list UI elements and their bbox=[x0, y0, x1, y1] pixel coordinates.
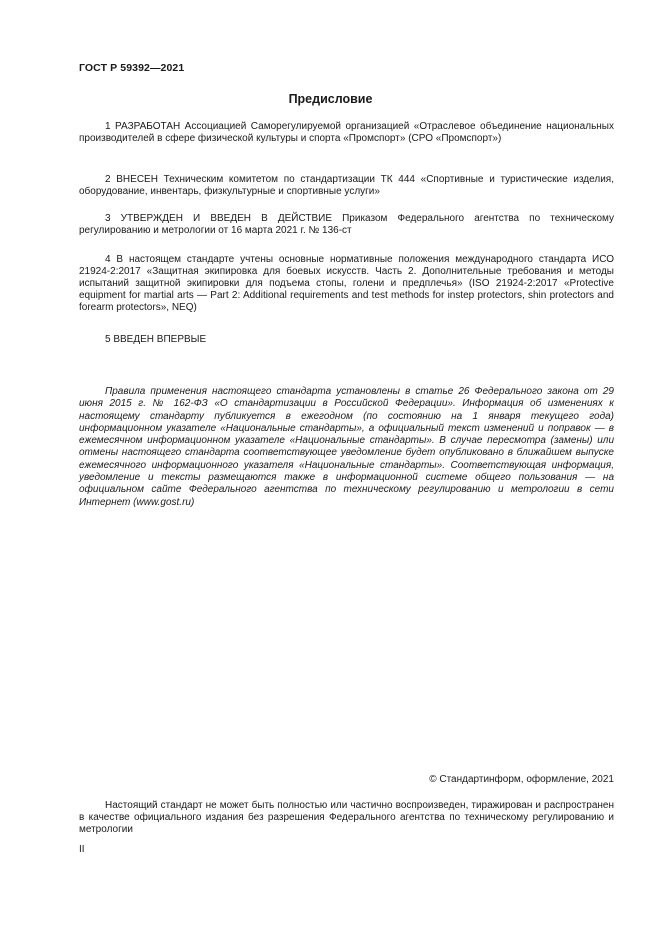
preface-item-1 bbox=[79, 121, 614, 145]
page-title: Предисловие bbox=[288, 92, 373, 106]
preface-item-3 bbox=[79, 213, 614, 237]
preface-item-5-text: 5 ВВЕДЕН ВПЕРВЫЕ bbox=[105, 334, 207, 345]
preface-item-4 bbox=[79, 254, 614, 314]
preface-item-1-text: 1 РАЗРАБОТАН Ассоциацией Саморегулируемой организацией «Отраслевое объединение национальных производителей в сфере физической культуры и спорта «Промспорт» (СРО «Промспорт») bbox=[79, 121, 614, 144]
preface-item-2-text: 2 ВНЕСЕН Техническим комитетом по стандартизации ТК 444 «Спортивные и туристические изделия, оборудование, инвентарь, физкультурные и спортивные услуги» bbox=[79, 174, 614, 197]
standard-application-notice: Правила применения настоящего стандарта установлены в статье 26 Федерального закона от 29 июня 2015 г. № 162-ФЗ «О стандартизации в Российской Федерации». Информация об изменениях к настоящему стандарту публикуется в ежегодном (по состоянию на 1 января текущего года) информационном указателе «Национальные стандарты», а официальный текст изменений и поправок — в ежемесячном информационном указателе «Национальные стандарты». В случае пересмотра (замены) или отмены настоящего стандарта соответствующее уведомление будет опубликовано в ближайшем выпуске ежемесячного информационного указателя «Национальные стандарты». Соответствующая информация, уведомление и тексты размещаются также в информационной системе общего пользования — на официальном сайте Федерального агентства по техническому регулированию и метрологии в сети Интернет (www.gost.ru) bbox=[79, 386, 614, 508]
standard-code-header: ГОСТ Р 59392—2021 bbox=[79, 62, 185, 74]
preface-item-2 bbox=[79, 174, 614, 198]
reproduction-notice: Настоящий стандарт не может быть полностью или частично воспроизведен, тиражирован и распространен в качестве официального издания без разрешения Федерального агентства по техническому регулированию и метрологии bbox=[79, 800, 614, 835]
copyright-line: © Стандартинформ, оформление, 2021 bbox=[429, 774, 614, 785]
preface-item-3-text: 3 УТВЕРЖДЕН И ВВЕДЕН В ДЕЙСТВИЕ Приказом Федерального агентства по техническому регулированию и метрологии от 16 марта 2021 г. № 136-ст bbox=[79, 213, 614, 236]
page-number: II bbox=[79, 844, 85, 855]
preface-item-4-text: 4 В настоящем стандарте учтены основные нормативные положения международного стандарта ИСО 21924-2:2017 «Защитная экипировка для боевых искусств. Часть 2. Дополнительные требования и методы испытаний защитной экипировки для подъема стопы, голени и предплечья» (ISO 21924-2:2017 «Protective equipment for martial arts — Part 2: Additional requirements and test methods for instep protectors, shin protectors and forearm protectors», NEQ) bbox=[79, 254, 614, 313]
preface-item-5 bbox=[79, 334, 614, 346]
